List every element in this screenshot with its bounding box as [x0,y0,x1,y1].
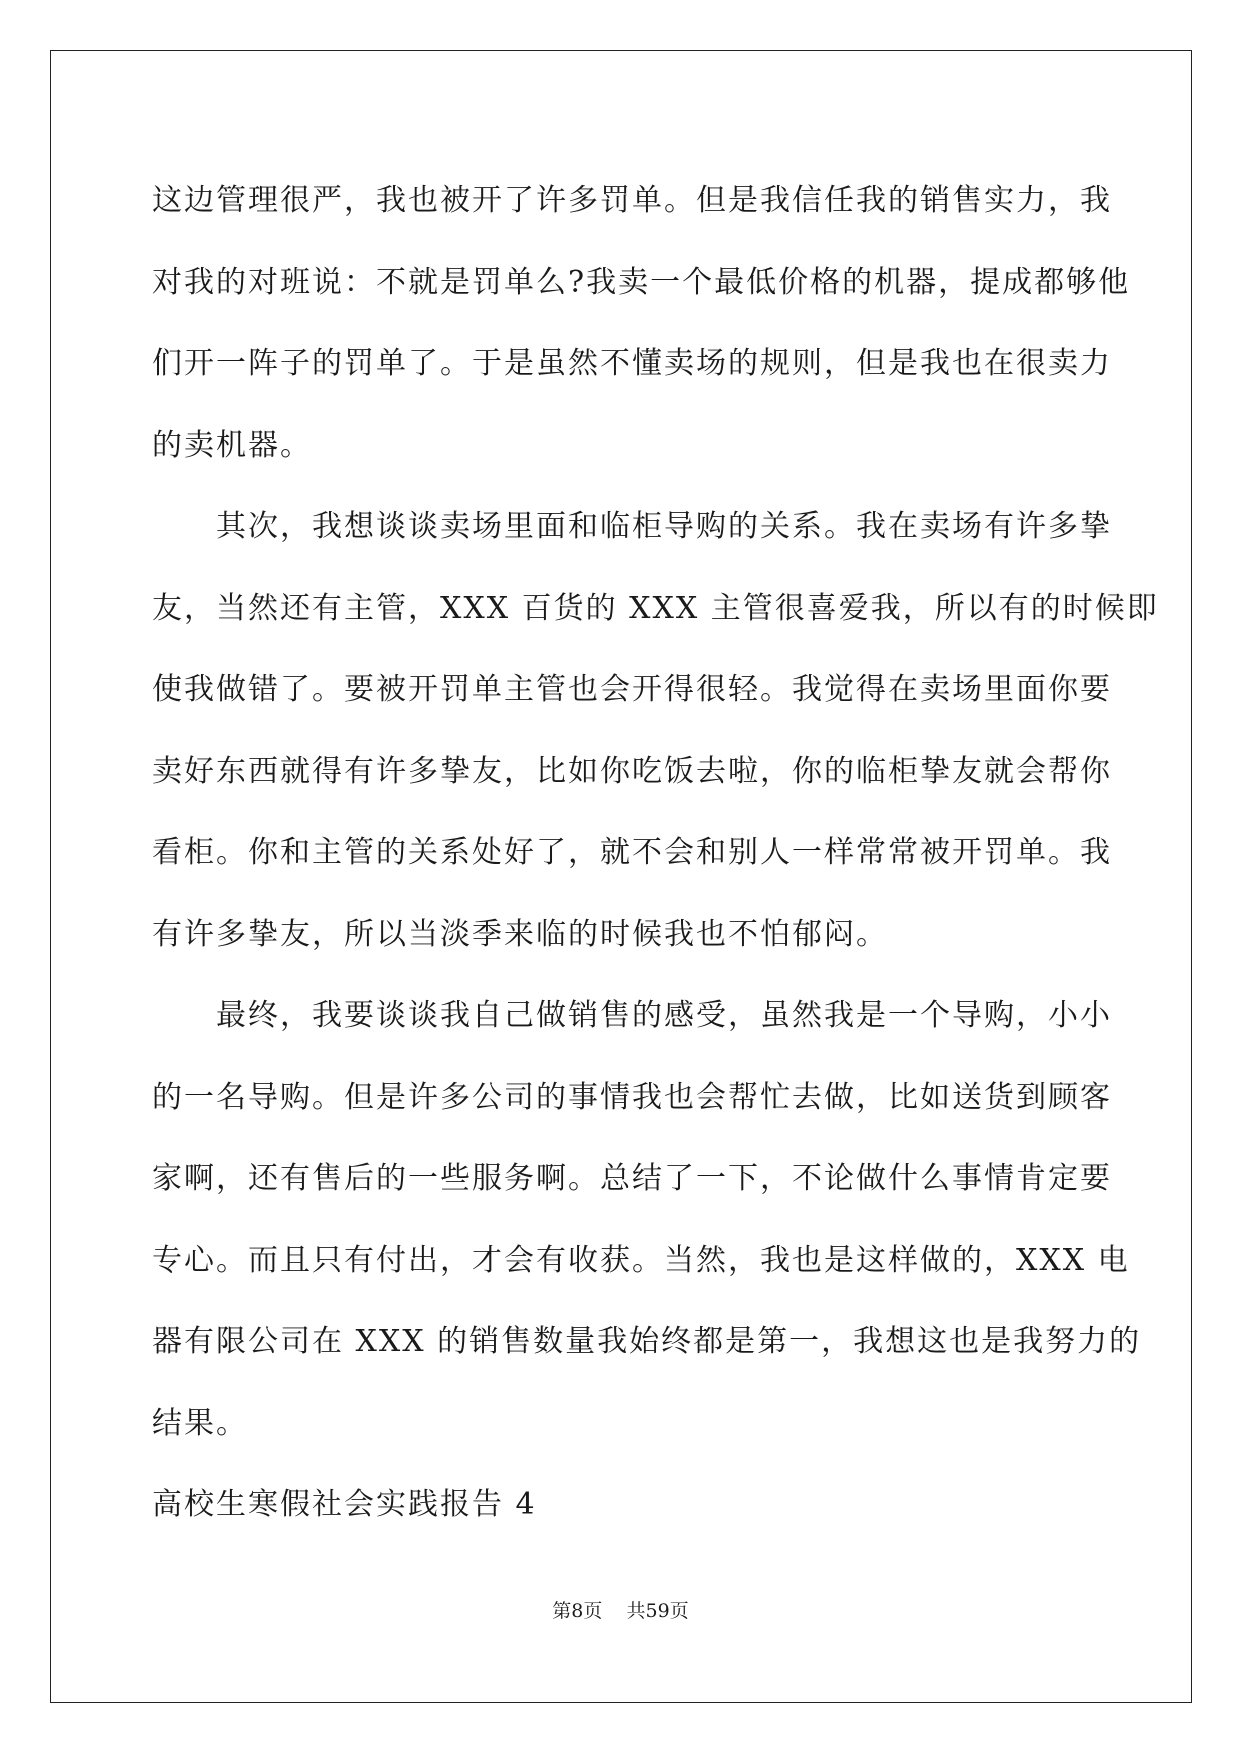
text-line: 卖好东西就得有许多挚友，比如你吃饭去啦，你的临柜挚友就会帮你 [152,753,1112,789]
paragraph [152,975,1142,1464]
footer-current-suffix: 页 [583,1600,603,1622]
text-line: 结果。 [152,1405,248,1441]
page-footer [0,1596,1241,1623]
text-line: 专心。而且只有付出，才会有收获。当然，我也是这样做的，XXX 电 [152,1242,1130,1278]
footer-total-prefix: 共 [626,1600,646,1622]
paragraph [152,486,1159,975]
footer-current-prefix: 第 [552,1600,572,1622]
footer-total-suffix: 页 [669,1600,689,1622]
paragraph [152,160,1131,486]
text-line: 有许多挚友，所以当淡季来临的时候我也不怕郁闷。 [152,916,888,952]
text-line: 友，当然还有主管，XXX 百货的 XXX 主管很喜爱我，所以有的时候即 [152,590,1159,626]
text-line: 最终，我要谈谈我自己做销售的感受，虽然我是一个导购，小小 [216,998,1112,1033]
section-heading: 高校生寒假社会实践报告 4 [152,1487,537,1522]
text-line: 使我做错了。要被开罚单主管也会开得很轻。我觉得在卖场里面你要 [152,672,1112,707]
text-line: 器有限公司在 XXX 的销售数量我始终都是第一，我想这也是我努力的 [152,1324,1142,1359]
footer-total-pages: 59 [645,1600,670,1622]
text-line: 对我的对班说：不就是罚单么?我卖一个最低价格的机器，提成都够他 [152,264,1131,300]
text-line: 其次，我想谈谈卖场里面和临柜导购的关系。我在卖场有许多挚 [216,509,1112,544]
text-line: 们开一阵子的罚单了。于是虽然不懂卖场的规则，但是我也在很卖力 [152,346,1112,381]
text-line: 的卖机器。 [152,427,312,463]
document-body [152,160,1159,1546]
text-line: 这边管理很严，我也被开了许多罚单。但是我信任我的销售实力，我 [152,183,1112,218]
text-line: 家啊，还有售后的一些服务啊。总结了一下，不论做什么事情肯定要 [152,1161,1112,1196]
text-line: 的一名导购。但是许多公司的事情我也会帮忙去做，比如送货到顾客 [152,1079,1112,1115]
text-line: 看柜。你和主管的关系处好了，就不会和别人一样常常被开罚单。我 [152,835,1112,870]
footer-current-page: 8 [571,1600,584,1622]
